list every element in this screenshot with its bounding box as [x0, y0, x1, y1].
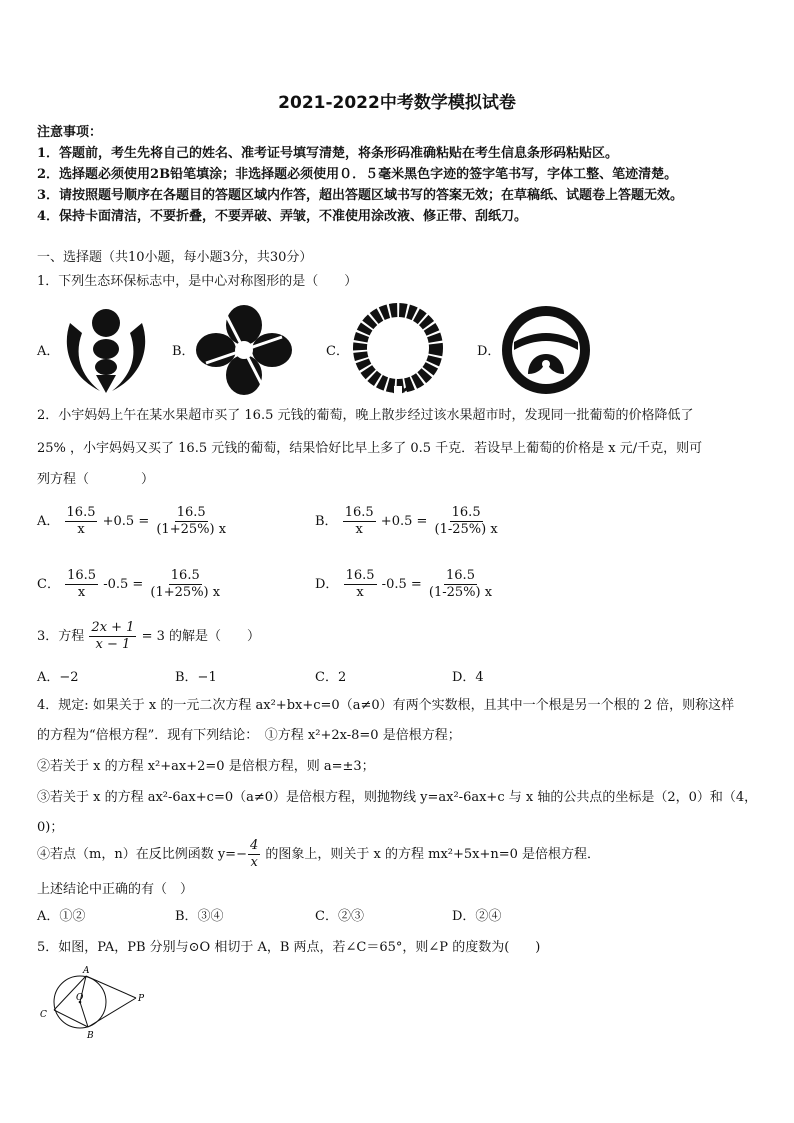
question-4-line-4: ③若关于 x 的方程 ax²-6ax+c=0（a≠0）是倍根方程，则抛物线 y=ax²-6ax+c 与 x 轴的公共点的坐标是（2，0）和（4， — [37, 790, 758, 805]
q2-b-operator: +0.5 = — [380, 514, 428, 529]
q1-option-b-logo — [196, 305, 292, 395]
q5-label-o: O — [76, 993, 84, 1003]
q1-option-c-logo — [348, 302, 448, 398]
q5-figure — [36, 964, 156, 1040]
q4-option-b: B．③④ — [175, 909, 224, 924]
page-title: 2021-2022中考数学模拟试卷 — [278, 93, 516, 113]
q3-option-b: B．−1 — [175, 670, 217, 685]
question-4-line-1: 4．规定: 如果关于 x 的一元二次方程 ax²+bx+c=0（a≠0）有两个实数根，且其中一个根是另一个根的 2 倍，则称这样 — [37, 698, 735, 713]
q5-label-b: B — [87, 1031, 94, 1040]
question-1-stem: 1．下列生态环保标志中，是中心对称图形的是（ ） — [37, 274, 358, 289]
q2-option-a-label: A． — [37, 514, 60, 529]
question-4-line-6 — [37, 838, 600, 871]
q5-label-p: P — [138, 994, 145, 1004]
q2-a-operator: +0.5 = — [102, 514, 150, 529]
question-5-stem: 5．如图，PA，PB 分别与⊙O 相切于 A，B 两点，若∠C＝65°，则∠P 的度数为( ) — [37, 940, 541, 955]
q2-option-a — [37, 505, 229, 538]
q5-label-c: C — [40, 1010, 47, 1020]
question-3-stem — [37, 620, 260, 653]
question-4-line-5: 0)； — [37, 820, 64, 835]
section-heading: 一、选择题（共10小题，每小题3分，共30分） — [37, 250, 313, 265]
q1-option-d-logo — [498, 302, 594, 398]
question-4-line-2: 的方程为“倍根方程”．现有下列结论： ①方程 x²+2x-8=0 是倍根方程； — [37, 728, 461, 743]
q5-label-a: A — [83, 966, 90, 976]
q2-b-lhs-fraction: $\frac{16.5}{x}$ — [344, 505, 374, 537]
q2-a-rhs-fraction: $\frac{16.5}{(1+25\%) x}$ — [156, 505, 227, 537]
q1-option-c-label: C． — [326, 344, 349, 359]
question-4-line-3: ②若关于 x 的方程 x²+ax+2=0 是倍根方程，则 a=±3； — [37, 759, 375, 774]
question-2-line-1: 2．小宇妈妈上午在某水果超市买了 16.5 元钱的葡萄，晚上散步经过该水果超市时，发现同一批葡萄的价格降低了 — [37, 408, 694, 423]
notice-heading: 注意事项： — [37, 125, 103, 140]
q1-option-a-label: A． — [37, 344, 60, 359]
notice-item-2: 2．选择题必须使用2B铅笔填涂；非选择题必须使用０．５毫米黑色字迹的签字笔书写，字体工整、笔迹清楚。 — [37, 167, 678, 182]
q2-option-b-label: B． — [315, 514, 338, 529]
q4-fraction: $\frac{4}{x}$ — [249, 838, 259, 870]
q2-option-b — [315, 505, 501, 538]
q3-option-d: D．4 — [452, 670, 484, 685]
q3-option-c: C．2 — [315, 670, 347, 685]
q2-b-rhs-fraction: $\frac{16.5}{(1-25\%) x}$ — [434, 505, 498, 537]
q4-line6-minus: − — [236, 847, 247, 862]
q1-option-d-label: D． — [477, 344, 501, 359]
q2-option-d — [315, 568, 495, 601]
q2-d-rhs-fraction: $\frac{16.5}{(1-25\%) x}$ — [428, 568, 493, 600]
question-2-line-2: 25% ，小宇妈妈又买了 16.5 元钱的葡萄，结果恰好比早上多了 0.5 千克．若设早上葡萄的价格是 x 元/千克，则可 — [37, 441, 703, 456]
q4-line6-prefix: ④若点（m，n）在反比例函数 y= — [37, 847, 237, 862]
q1-option-a-logo — [60, 305, 152, 397]
notice-item-4: 4．保持卡面清洁，不要折叠，不要弄破、弄皱，不准使用涂改液、修正带、刮纸刀。 — [37, 209, 528, 224]
q2-option-c — [37, 568, 223, 601]
q2-c-lhs-fraction: $\frac{16.5}{x}$ — [67, 568, 97, 600]
q3-suffix: = 3 的解是（ ） — [141, 629, 261, 644]
q2-d-lhs-fraction: $\frac{16.5}{x}$ — [345, 568, 375, 600]
q3-option-a: A．−2 — [37, 670, 79, 685]
q4-line6-suffix: 的图象上，则关于 x 的方程 mx²+5x+n=0 是倍根方程． — [265, 847, 601, 862]
q2-c-rhs-fraction: $\frac{16.5}{(1+25\%) x}$ — [150, 568, 221, 600]
q2-d-operator: -0.5 = — [381, 577, 422, 592]
q4-option-a: A．①② — [37, 909, 86, 924]
q2-option-c-label: C． — [37, 577, 60, 592]
notice-item-1: 1．答题前，考生先将自己的姓名、准考证号填写清楚，将条形码准确粘贴在考生信息条形码粘贴区。 — [37, 146, 619, 161]
notice-item-3: 3．请按照题号顺序在各题目的答题区域内作答，超出答题区域书写的答案无效；在草稿纸、试题卷上答题无效。 — [37, 188, 684, 203]
q2-c-operator: -0.5 = — [103, 577, 144, 592]
q3-fraction: $\frac{2x + 1}{x - 1}$ — [91, 620, 135, 652]
question-2-line-3: 列方程（ ） — [37, 472, 155, 487]
question-4-line-7: 上述结论中正确的有（ ） — [37, 882, 194, 897]
q2-option-d-label: D． — [315, 577, 339, 592]
q3-prefix: 3．方程 — [37, 629, 85, 644]
q1-option-b-label: B． — [172, 344, 195, 359]
q2-a-lhs-fraction: $\frac{16.5}{x}$ — [66, 505, 96, 537]
q4-option-c: C．②③ — [315, 909, 364, 924]
q4-option-d: D．②④ — [452, 909, 502, 924]
